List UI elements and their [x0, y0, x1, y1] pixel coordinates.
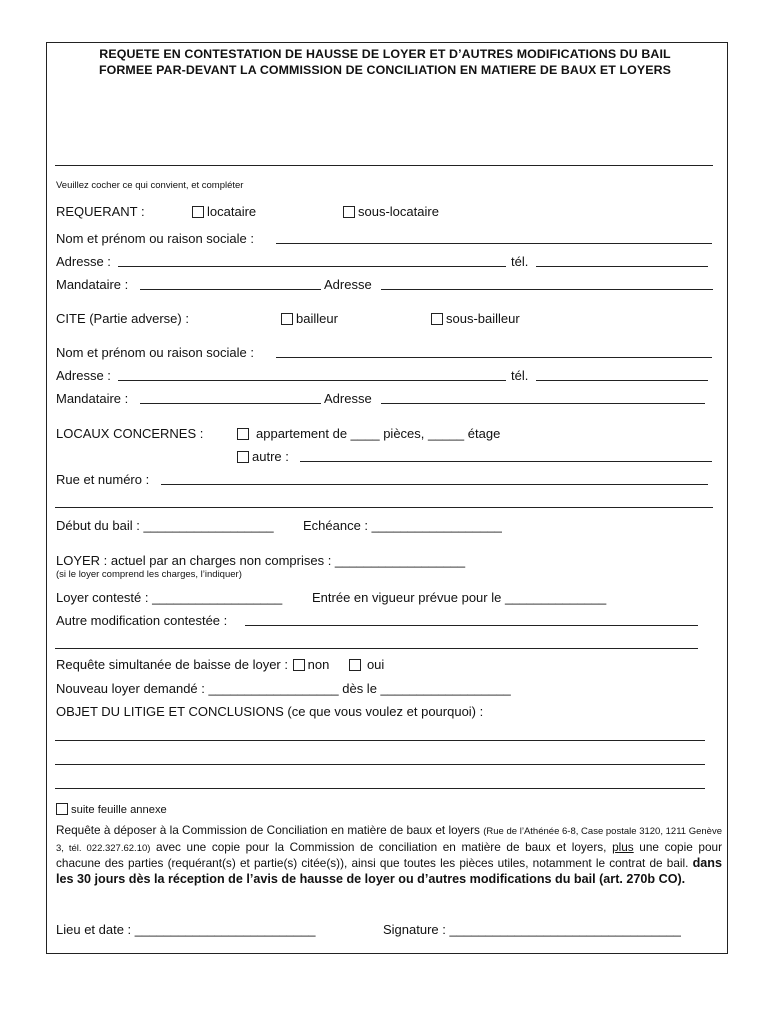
- cite-mandataire-adresse-label: Adresse: [324, 391, 372, 406]
- autre-label: autre :: [252, 449, 289, 464]
- autre-modification-label: Autre modification contestée :: [56, 613, 228, 628]
- objet-litige-label: OBJET DU LITIGE ET CONCLUSIONS (ce que vous voulez et pourquoi) :: [56, 704, 484, 719]
- autre-field[interactable]: [300, 461, 712, 462]
- sous-locataire-label: sous-locataire: [358, 204, 439, 219]
- cite-tel-label: tél.: [511, 368, 529, 383]
- requerant-tel-label: tél.: [511, 254, 529, 269]
- paragraph-plus: plus: [612, 839, 634, 854]
- lieu-date: Lieu et date : _________________________: [56, 922, 316, 937]
- rue-field[interactable]: [161, 484, 708, 485]
- signature: Signature : ________________________________: [383, 922, 681, 937]
- autre-checkbox[interactable]: [237, 451, 249, 463]
- requerant-locataire-option[interactable]: [192, 204, 256, 219]
- commission-address: (Rue de l’Athénée 6-8, Case postale 3120, 1211 Genève 3, tél. 022.327.62.10): [56, 826, 722, 854]
- requerant-mandataire-adresse-field[interactable]: [381, 289, 713, 290]
- baisse-non-checkbox[interactable]: [293, 659, 305, 671]
- paragraph-part2: avec une copie pour la Commission de conciliation en matière de baux et loyers,: [150, 839, 613, 854]
- baisse-row: [56, 657, 384, 672]
- requerant-mandataire-adresse-label: Adresse: [324, 277, 372, 292]
- requerant-tel-field[interactable]: [536, 266, 708, 267]
- cite-nom-field[interactable]: [276, 357, 712, 358]
- requerant-sous-locataire-option[interactable]: [343, 204, 439, 219]
- cite-bailleur-option[interactable]: [281, 311, 338, 326]
- instruction-text: Veuillez cocher ce qui convient, et compléter: [56, 180, 244, 191]
- locaux-label: LOCAUX CONCERNES :: [56, 426, 204, 441]
- autre-modification-field[interactable]: [245, 625, 698, 626]
- paragraph-part1: Requête à déposer à la Commission de Conciliation en matière de baux et loyers: [56, 823, 484, 837]
- requerant-adresse-label: Adresse :: [56, 254, 111, 269]
- requerant-mandataire-label: Mandataire :: [56, 277, 129, 292]
- baisse-non-label: non: [307, 657, 330, 672]
- debut-bail: Début du bail : __________________: [56, 518, 274, 533]
- cite-mandataire-adresse-field[interactable]: [381, 403, 705, 404]
- cite-mandataire-label: Mandataire :: [56, 391, 129, 406]
- sous-locataire-checkbox[interactable]: [343, 206, 355, 218]
- autre-option[interactable]: [237, 449, 289, 464]
- sous-bailleur-label: sous-bailleur: [446, 311, 520, 326]
- paragraph-part3: une copie pour chacune des parties (requérant(s) et partie(s) citée(s)), ainsi que toutes les pièces utiles, notamment le contrat de bail.: [56, 839, 722, 870]
- objet-line-2[interactable]: [55, 764, 705, 765]
- rue-field-line2[interactable]: [55, 507, 713, 508]
- bailleur-checkbox[interactable]: [281, 313, 293, 325]
- baisse-label: Requête simultanée de baisse de loyer :: [56, 657, 288, 672]
- cite-sous-bailleur-option[interactable]: [431, 311, 520, 326]
- appartement-option[interactable]: [237, 426, 500, 441]
- baisse-oui-label: oui: [366, 657, 385, 672]
- instructions-paragraph: [56, 823, 722, 887]
- form-title-line1: REQUETE EN CONTESTATION DE HAUSSE DE LOYER ET D’AUTRES MODIFICATIONS DU BAIL: [99, 47, 671, 61]
- nouveau-loyer: Nouveau loyer demandé : __________________ dès le __________________: [56, 681, 511, 696]
- appartement-checkbox[interactable]: [237, 428, 249, 440]
- rue-label: Rue et numéro :: [56, 472, 150, 487]
- requerant-label: REQUERANT :: [56, 204, 145, 219]
- annexe-checkbox[interactable]: [56, 803, 68, 815]
- cite-adresse-label: Adresse :: [56, 368, 111, 383]
- sous-bailleur-checkbox[interactable]: [431, 313, 443, 325]
- echeance: Echéance : __________________: [303, 518, 502, 533]
- requerant-nom-field[interactable]: [276, 243, 712, 244]
- cite-label: CITE (Partie adverse) :: [56, 311, 189, 326]
- loyer-actuel: LOYER : actuel par an charges non comprises : __________________: [56, 553, 466, 568]
- annexe-option[interactable]: [56, 803, 167, 816]
- requerant-adresse-field[interactable]: [118, 266, 506, 267]
- bailleur-label: bailleur: [296, 311, 338, 326]
- form-title-line2: FORMEE PAR-DEVANT LA COMMISSION DE CONCILIATION EN MATIERE DE BAUX ET LOYERS: [98, 63, 672, 77]
- locataire-checkbox[interactable]: [192, 206, 204, 218]
- appartement-label: appartement de ____ pièces, _____ étage: [256, 426, 501, 441]
- cite-mandataire-field[interactable]: [140, 403, 321, 404]
- objet-line-1[interactable]: [55, 740, 705, 741]
- objet-line-3[interactable]: [55, 788, 705, 789]
- requerant-mandataire-field[interactable]: [140, 289, 321, 290]
- cite-adresse-field[interactable]: [118, 380, 506, 381]
- loyer-note: (si le loyer comprend les charges, l’indiquer): [56, 569, 242, 580]
- form-border: [46, 42, 728, 954]
- separator-line: [55, 165, 713, 166]
- baisse-oui-checkbox[interactable]: [349, 659, 361, 671]
- entree-vigueur: Entrée en vigueur prévue pour le ______________: [312, 590, 607, 605]
- loyer-conteste: Loyer contesté : __________________: [56, 590, 283, 605]
- requerant-nom-label: Nom et prénom ou raison sociale :: [56, 231, 254, 246]
- deadline-notice: dans les 30 jours dès la réception de l’avis de hausse de loyer ou d’autres modifications du bail (art. 270b CO).: [56, 856, 722, 886]
- cite-nom-label: Nom et prénom ou raison sociale :: [56, 345, 254, 360]
- cite-tel-field[interactable]: [536, 380, 708, 381]
- locataire-label: locataire: [207, 204, 257, 219]
- annexe-label: suite feuille annexe: [71, 804, 167, 816]
- autre-modification-line2[interactable]: [55, 648, 698, 649]
